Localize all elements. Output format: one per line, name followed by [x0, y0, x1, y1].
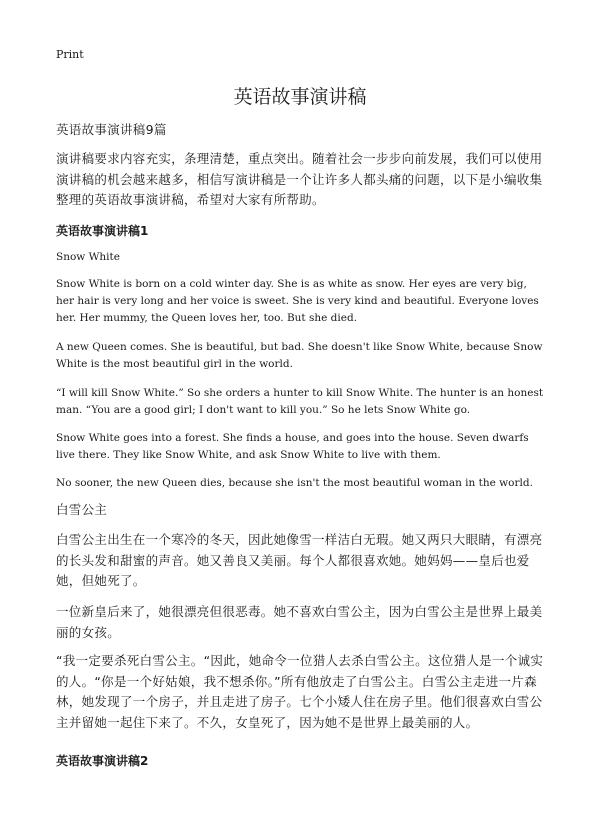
- cn-paragraph: 白雪公主出生在一个寒冷的冬天，因此她像雪一样洁白无瑕。她又两只大眼睛，有漂亮的长头发和甜蜜的声音。她又善良又美丽。每个人都很喜欢她。她妈妈——皇后也爱她，但她死了。: [56, 532, 543, 588]
- document-subtitle: 英语故事演讲稿9篇: [56, 122, 167, 137]
- document-title: 英语故事演讲稿: [233, 86, 367, 108]
- story-title-en: Snow White: [56, 251, 120, 263]
- section-heading-1: 英语故事演讲稿1: [56, 224, 149, 238]
- en-paragraph: “I will kill Snow White.” So she orders a hunter to kill Snow White. The hunter is an honest man. “You are a good girl; I don't want to kill you.” So he lets Snow White go.: [56, 387, 544, 416]
- section-heading-2: 英语故事演讲稿2: [56, 754, 149, 768]
- en-paragraph: Snow White goes into a forest. She finds a house, and goes into the house. Seven dwarfs live there. They like Snow White, and ask Snow White to live with them.: [56, 432, 529, 461]
- print-label[interactable]: Print: [56, 48, 84, 61]
- en-paragraph: A new Queen comes. She is beautiful, but bad. She doesn't like Snow White, because Snow White is the most beautiful girl in the world.: [56, 341, 543, 370]
- en-paragraph: Snow White is born on a cold winter day. She is as white as snow. Her eyes are very big, her hair is very long and her voice is sweet. She is very kind and beautiful. Everyone loves her. Her mummy, the Queen loves her, too. But she died.: [56, 278, 539, 324]
- cn-paragraph: “我一定要杀死白雪公主。“因此，她命令一位猎人去杀白雪公主。这位猎人是一个诚实的人。“你是一个好姑娘，我不想杀你。”所有他放走了白雪公主。白雪公主走进一片森林，她发现了一个房子，并且走进了房子。七个小矮人住在房子里。他们很喜欢白雪公主并留她一起住下来了。不久，女皇死了，因为她不是世界上最美丽的人。: [56, 653, 544, 730]
- cn-paragraph: 一位新皇后来了，她很漂亮但很恶毒。她不喜欢白雪公主，因为白雪公主是世界上最美丽的女孩。: [56, 604, 543, 640]
- en-paragraph: No sooner, the new Queen dies, because she isn't the most beautiful woman in the world.: [56, 477, 533, 489]
- intro-paragraph: 演讲稿要求内容充实，条理清楚，重点突出。随着社会一步步向前发展，我们可以使用演讲稿的机会越来越多，相信写演讲稿是一个让许多人都头痛的问题，以下是小编收集整理的英语故事演讲稿，希望对大家有所帮助。: [56, 151, 543, 207]
- story-title-cn: 白雪公主: [56, 502, 108, 517]
